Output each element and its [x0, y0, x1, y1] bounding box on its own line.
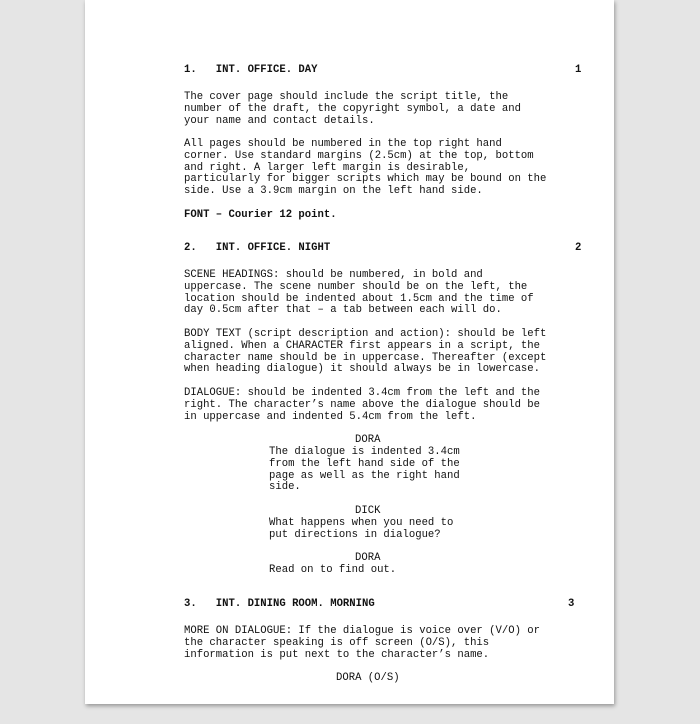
- dialogue-line: Read on to find out.: [269, 564, 397, 576]
- scene-number-2: 2: [575, 242, 582, 254]
- dialogue-block-2: [269, 518, 453, 542]
- body-line: day 0.5cm after that – a tab between each will do.: [184, 304, 502, 317]
- body-line: corner. Use standard margins (2.5cm) at the top, bottom: [184, 149, 534, 162]
- body-line: The cover page should include the script title, the: [184, 91, 509, 103]
- body-line: SCENE HEADINGS: should be numbered, in bold and: [184, 269, 483, 281]
- body-line: the character speaking is off screen (O/S), this: [184, 636, 490, 649]
- body-line: right. The character’s name above the dialogue should be: [184, 398, 541, 411]
- character-name-dora-2: DORA: [355, 552, 381, 564]
- body-line: and right. A larger left margin is desirable,: [184, 161, 471, 174]
- script-page: [85, 0, 614, 704]
- body-line: character name should be in uppercase. Thereafter (except: [184, 351, 547, 364]
- body-line: All pages should be numbered in the top right hand: [184, 138, 502, 150]
- body-paragraph-6: [184, 626, 564, 661]
- body-line: number of the draft, the copyright symbol, a date and: [184, 102, 521, 115]
- scene-number-1: 1: [575, 64, 582, 76]
- body-line: location should be indented about 1.5cm and the time of: [184, 292, 534, 305]
- body-line: DIALOGUE: should be indented 3.4cm from the left and the: [184, 387, 541, 399]
- body-line: information is put next to the character’s name.: [184, 648, 490, 661]
- dialogue-line: put directions in dialogue?: [269, 528, 441, 541]
- body-paragraph-2: [184, 139, 564, 198]
- scene-number-3: 3: [568, 598, 575, 610]
- dialogue-block-1: [269, 447, 460, 494]
- font-note: FONT – Courier 12 point.: [184, 209, 337, 221]
- body-line: uppercase. The scene number should be on the left, the: [184, 280, 528, 293]
- body-line: aligned. When a CHARACTER first appears in a script, the: [184, 339, 541, 352]
- character-name-dick: DICK: [355, 505, 381, 517]
- dialogue-block-3: [269, 565, 396, 577]
- body-line: side. Use a 3.9cm margin on the left hand side.: [184, 185, 483, 198]
- body-paragraph-1: [184, 92, 564, 127]
- dialogue-line: What happens when you need to: [269, 517, 454, 529]
- scene-heading-1: 1. INT. OFFICE. DAY: [184, 64, 318, 76]
- dialogue-line: page as well as the right hand: [269, 469, 460, 482]
- body-line: BODY TEXT (script description and action): should be left: [184, 328, 547, 340]
- scene-heading-2: 2. INT. OFFICE. NIGHT: [184, 242, 331, 254]
- dialogue-line: The dialogue is indented 3.4cm: [269, 446, 460, 458]
- body-line: your name and contact details.: [184, 114, 375, 127]
- body-line: when heading dialogue) it should always be in lowercase.: [184, 363, 541, 376]
- dialogue-line: from the left hand side of the: [269, 457, 460, 470]
- body-paragraph-3: [184, 270, 564, 317]
- body-line: particularly for bigger scripts which may be bound on the: [184, 173, 547, 186]
- body-paragraph-5: [184, 388, 564, 423]
- body-paragraph-4: [184, 329, 564, 376]
- character-name-dora-os: DORA (O/S): [336, 672, 400, 684]
- dialogue-line: side.: [269, 481, 301, 494]
- scene-heading-3: 3. INT. DINING ROOM. MORNING: [184, 598, 375, 610]
- character-name-dora: DORA: [355, 434, 381, 446]
- body-line: in uppercase and indented 5.4cm from the left.: [184, 410, 477, 423]
- body-line: MORE ON DIALOGUE: If the dialogue is voice over (V/O) or: [184, 625, 541, 637]
